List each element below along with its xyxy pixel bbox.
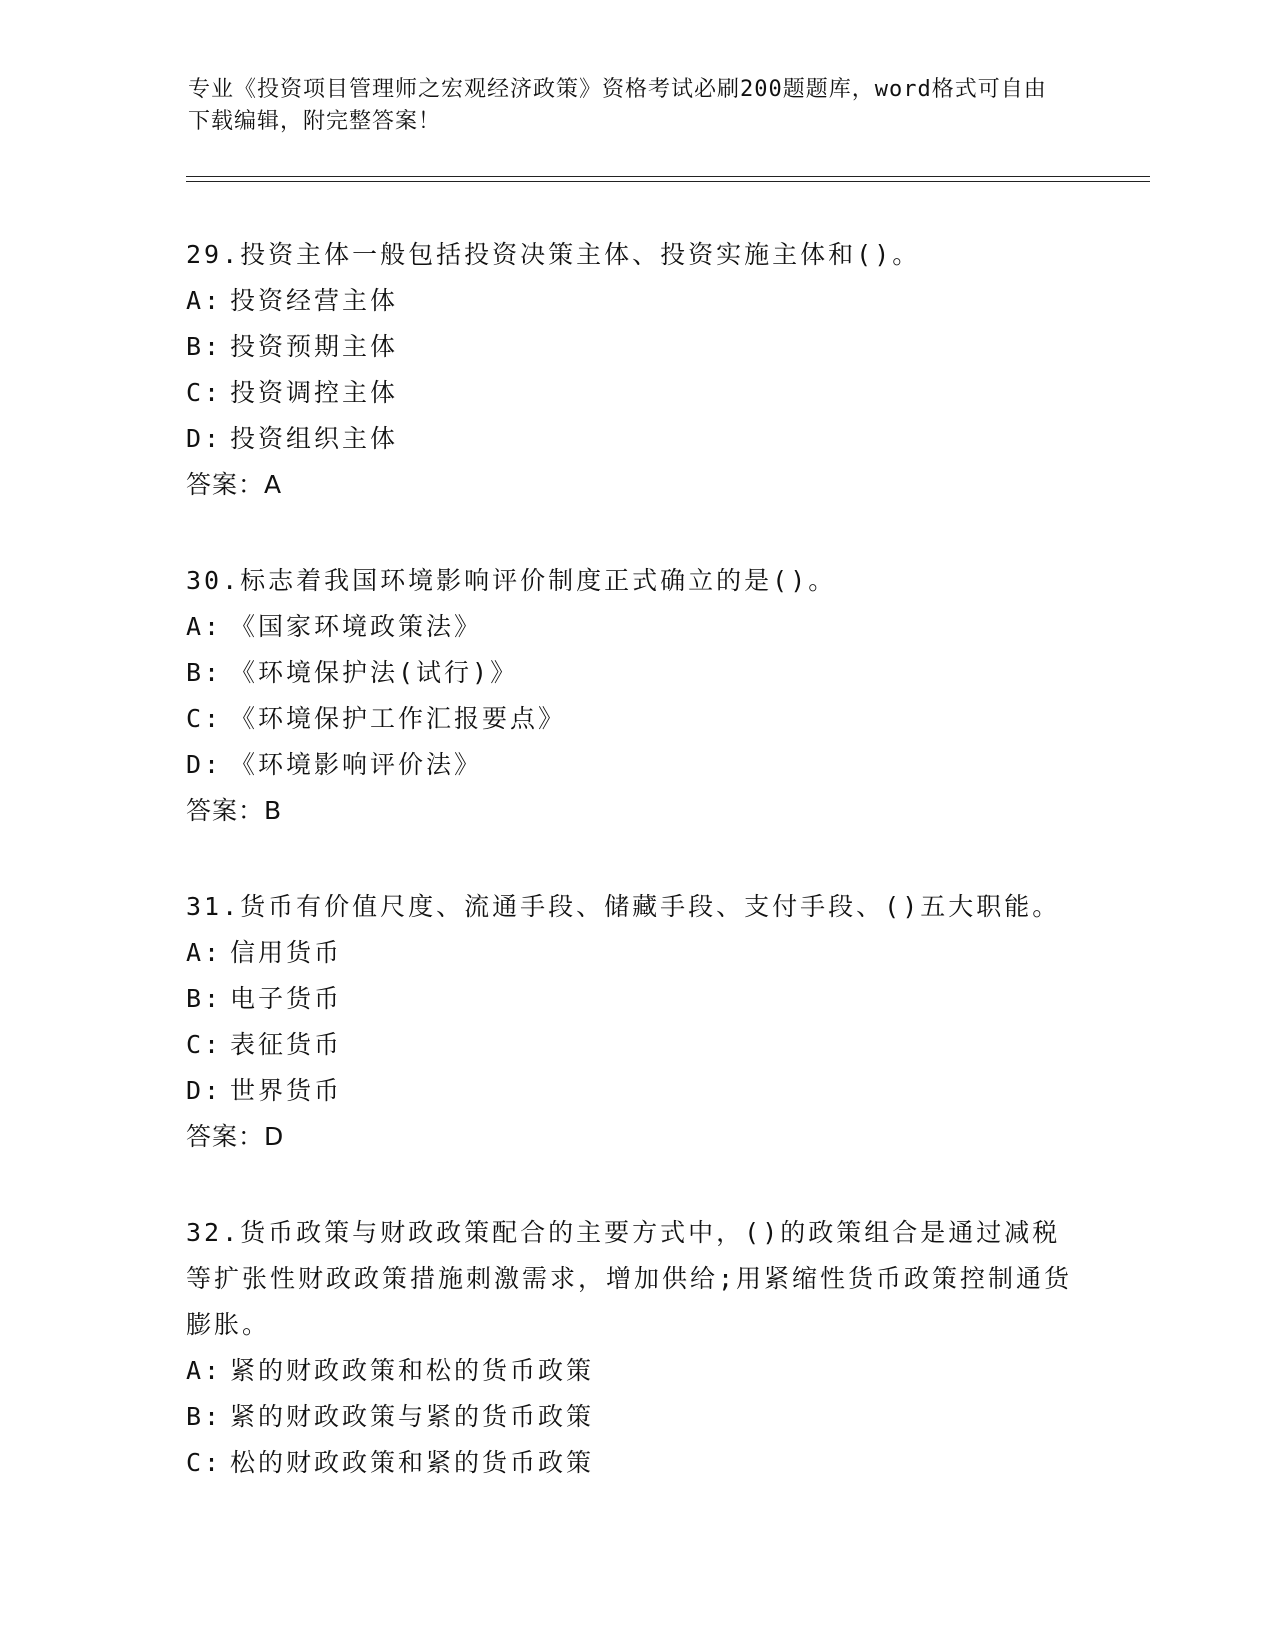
option-letter: B: [186, 658, 223, 687]
answer-line: 答案：A [186, 470, 283, 499]
option-text: 投资经营主体 [230, 286, 399, 315]
question-32 [186, 1210, 1086, 1486]
option-c [186, 1440, 1086, 1486]
option-letter: C: [186, 704, 223, 733]
option-letter: B: [186, 332, 223, 361]
option-letter: D: [186, 750, 223, 779]
question-30 [186, 558, 1086, 834]
option-letter: A: [186, 1356, 223, 1385]
option-text: 投资调控主体 [230, 378, 399, 407]
option-text: 《环境保护工作汇报要点》 [230, 704, 567, 733]
option-a [186, 278, 1086, 324]
option-letter: C: [186, 1030, 223, 1059]
question-stem: 32.货币政策与财政政策配合的主要方式中，()的政策组合是通过减税等扩张性财政政策措施刺激需求，增加供给;用紧缩性货币政策控制通货膨胀。 [186, 1218, 1073, 1339]
question-31 [186, 884, 1086, 1160]
option-text: 信用货币 [230, 938, 343, 967]
option-b [186, 324, 1086, 370]
option-c [186, 370, 1086, 416]
option-text: 投资预期主体 [230, 332, 399, 361]
document-header: 专业《投资项目管理师之宏观经济政策》资格考试必刷200题题库，word格式可自由下载编辑，附完整答案！ [188, 77, 1047, 134]
option-letter: D: [186, 424, 223, 453]
option-text: 《环境保护法(试行)》 [230, 658, 519, 687]
question-stem: 29.投资主体一般包括投资决策主体、投资实施主体和()。 [186, 240, 921, 269]
option-text: 投资组织主体 [230, 424, 399, 453]
question-29 [186, 232, 1086, 508]
option-b [186, 1394, 1086, 1440]
option-c [186, 696, 1086, 742]
option-b [186, 976, 1086, 1022]
option-text: 世界货币 [230, 1076, 343, 1105]
option-text: 松的财政政策和紧的货币政策 [230, 1448, 595, 1477]
option-letter: A: [186, 938, 223, 967]
option-a [186, 1348, 1086, 1394]
option-a [186, 930, 1086, 976]
option-text: 紧的财政政策与紧的货币政策 [230, 1402, 595, 1431]
option-letter: B: [186, 984, 223, 1013]
option-text: 电子货币 [230, 984, 343, 1013]
option-d [186, 1068, 1086, 1114]
question-list [186, 232, 1086, 1536]
option-letter: A: [186, 612, 223, 641]
answer-line: 答案：B [186, 796, 283, 825]
option-letter: C: [186, 1448, 223, 1477]
option-d [186, 742, 1086, 788]
header-divider-bottom [186, 181, 1150, 182]
header-divider-top [186, 176, 1150, 177]
option-text: 《环境影响评价法》 [230, 750, 483, 779]
option-letter: D: [186, 1076, 223, 1105]
option-a [186, 604, 1086, 650]
option-b [186, 650, 1086, 696]
question-stem: 31.货币有价值尺度、流通手段、储藏手段、支付手段、()五大职能。 [186, 892, 1061, 921]
option-text: 紧的财政政策和松的货币政策 [230, 1356, 595, 1385]
option-letter: C: [186, 378, 223, 407]
option-d [186, 416, 1086, 462]
option-text: 《国家环境政策法》 [230, 612, 483, 641]
option-letter: A: [186, 286, 223, 315]
option-letter: B: [186, 1402, 223, 1431]
option-text: 表征货币 [230, 1030, 343, 1059]
question-stem: 30.标志着我国环境影响评价制度正式确立的是()。 [186, 566, 837, 595]
option-c [186, 1022, 1086, 1068]
answer-line: 答案：D [186, 1122, 285, 1151]
